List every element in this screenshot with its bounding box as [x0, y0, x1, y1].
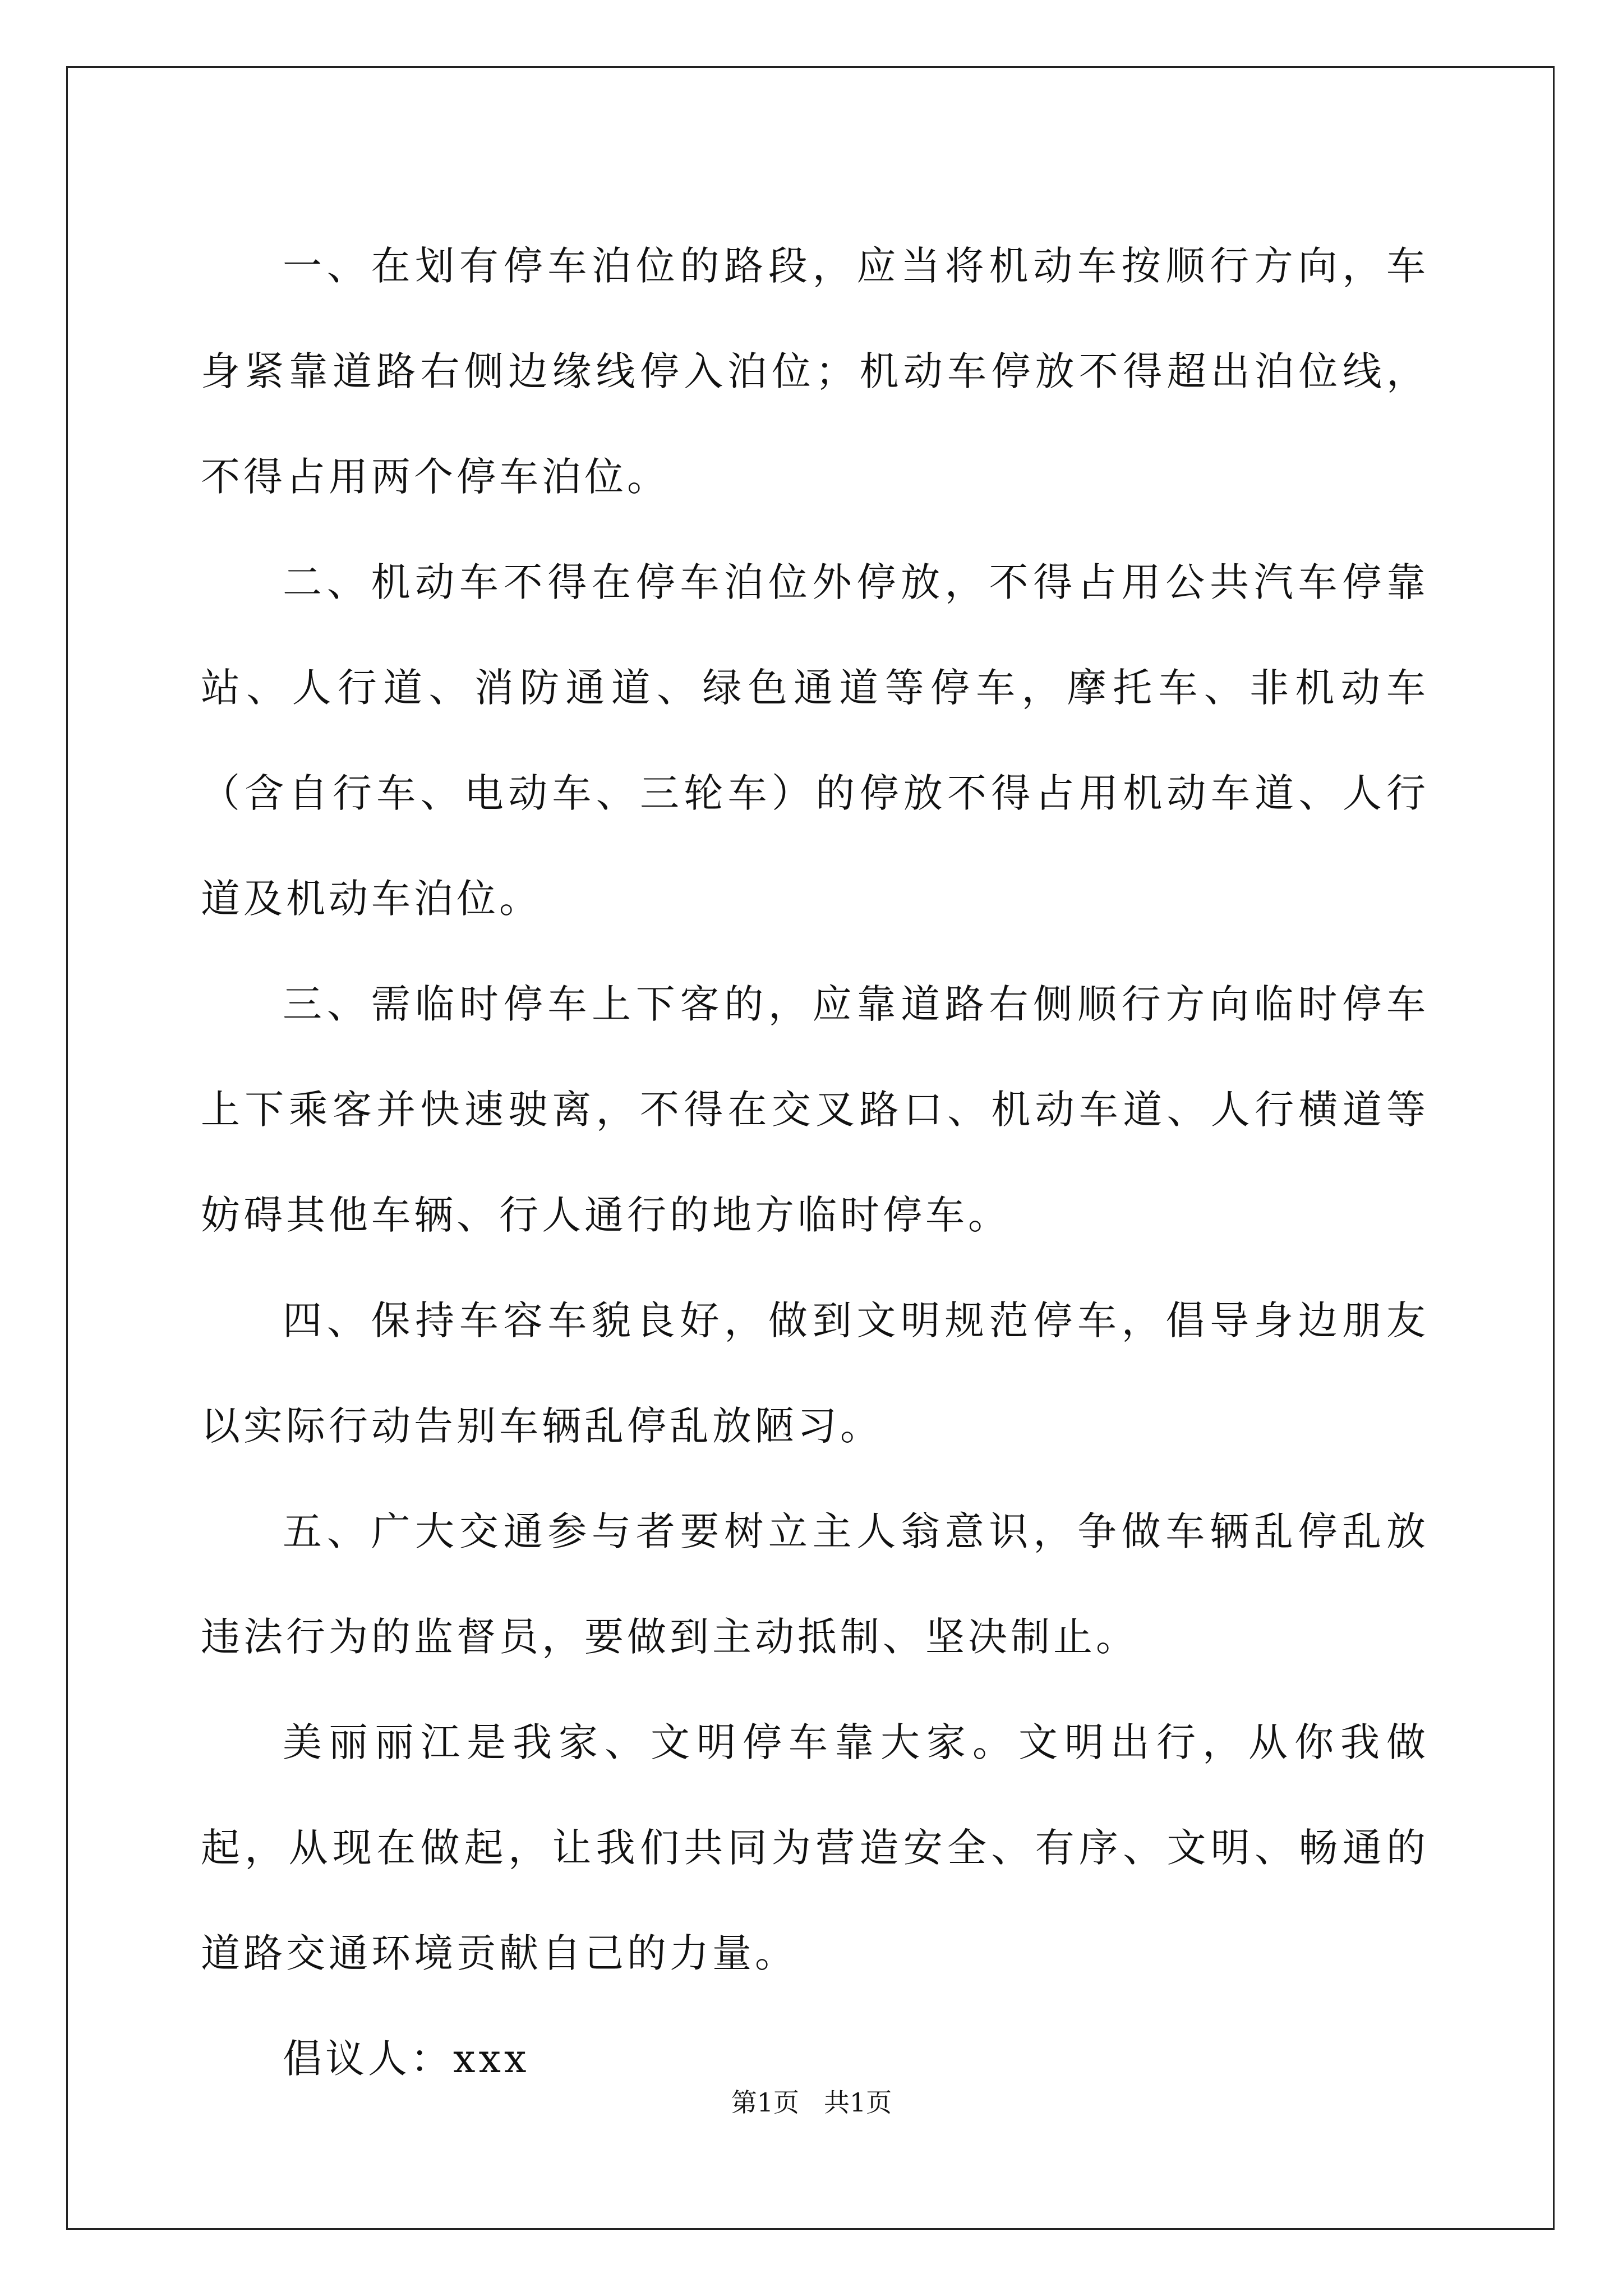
footer-spacer	[799, 2087, 824, 2118]
paragraph-4: 四、保持车容车貌良好，做到文明规范停车，倡导身边朋友以实际行动告别车辆乱停乱放陋习。	[201, 1297, 1429, 1449]
paragraph-1: 一、在划有停车泊位的路段，应当将机动车按顺行方向，车身紧靠道路右侧边缘线停入泊位；机动车停放不得超出泊位线，不得占用两个停车泊位。	[201, 243, 1429, 500]
paragraph-2: 二、机动车不得在停车泊位外停放，不得占用公共汽车停靠站、人行道、消防通道、绿色通道等停车，摩托车、非机动车（含自行车、电动车、三轮车）的停放不得占用机动车道、人行道及机动车泊位。	[201, 559, 1429, 922]
signature-line: 倡议人：xxx	[283, 2036, 530, 2082]
page-number-current: 第1页	[731, 2087, 800, 2118]
paragraph-3: 三、需临时停车上下客的，应靠道路右侧顺行方向临时停车上下乘客并快速驶离，不得在交叉路口、机动车道、人行横道等妨碍其他车辆、行人通行的地方临时停车。	[201, 981, 1429, 1238]
page-footer	[0, 2086, 1623, 2119]
page-number-total: 共1页	[823, 2087, 892, 2118]
document-body	[201, 213, 1429, 2111]
paragraph-5: 五、广大交通参与者要树立主人翁意识，争做车辆乱停乱放违法行为的监督员，要做到主动抵制、坚决制止。	[201, 1508, 1429, 1660]
paragraph-6: 美丽丽江是我家、文明停车靠大家。文明出行，从你我做起，从现在做起，让我们共同为营造安全、有序、文明、畅通的道路交通环境贡献自己的力量。	[201, 1719, 1429, 1976]
